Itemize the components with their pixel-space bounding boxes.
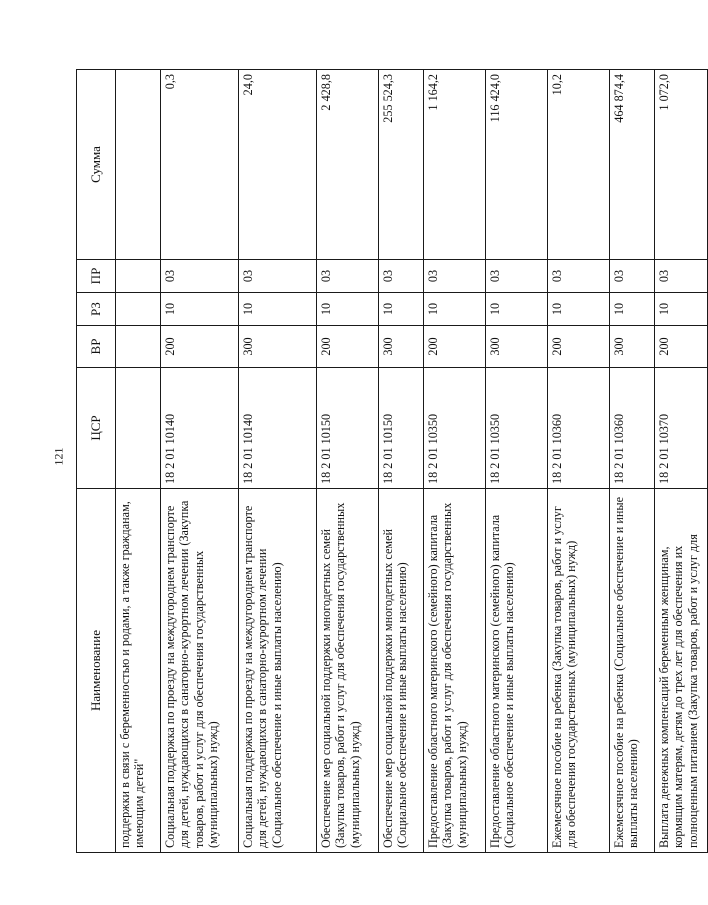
cell-rz: 10 bbox=[317, 293, 379, 326]
page-number-text: 121 bbox=[51, 447, 66, 465]
cell-pr: 03 bbox=[486, 260, 548, 293]
cell-sum: 255 524,3 bbox=[379, 70, 424, 260]
cell-csr: 18 2 01 10360 bbox=[548, 368, 610, 489]
cell-name: Выплата денежных компенсаций беременным женщинам, кормящим матерям, детям до трех лет для обеспечения их полноценным питанием (Закупка товаров, работ и услуг для bbox=[655, 489, 708, 853]
cell-rz: 10 bbox=[548, 293, 610, 326]
cell-rz: 10 bbox=[161, 293, 239, 326]
cell-name: Предоставление областного материнского (семейного) капитала (Закупка товаров, работ и услуг для обеспечения государственных (муниципальных) нужд) bbox=[424, 489, 486, 853]
table-row bbox=[239, 70, 317, 853]
table-row bbox=[610, 70, 655, 853]
cell-sum: 0,3 bbox=[161, 70, 239, 260]
table-row bbox=[548, 70, 610, 853]
budget-table bbox=[76, 69, 708, 853]
header-csr: ЦСР bbox=[77, 368, 116, 489]
header-sum: Сумма bbox=[77, 70, 116, 260]
cell-name: Социальная поддержка по проезду на междугороднем транспорте для детей, нуждающихся в санаторно-курортном лечении (Социальное обеспечение и иные выплаты населению) bbox=[239, 489, 317, 853]
cell-csr: 18 2 01 10150 bbox=[317, 368, 379, 489]
cell-rz: 10 bbox=[239, 293, 317, 326]
cell-sum: 2 428,8 bbox=[317, 70, 379, 260]
cell-sum: 10,2 bbox=[548, 70, 610, 260]
table-header-row bbox=[77, 70, 116, 853]
table-row bbox=[379, 70, 424, 853]
cell-name: Социальная поддержка по проезду на междугороднем транспорте для детей, нуждающихся в санаторно-курортном лечении (Закупка товаров, работ и услуг для обеспечения государственных (муниципальных) нужд) bbox=[161, 489, 239, 853]
cell-vr: 200 bbox=[548, 326, 610, 368]
cell-sum: 1 072,0 bbox=[655, 70, 708, 260]
header-pr: ПР bbox=[77, 260, 116, 293]
header-vr: ВР bbox=[77, 326, 116, 368]
cell-sum: 116 424,0 bbox=[486, 70, 548, 260]
rotated-page-content bbox=[76, 70, 700, 853]
cell-name: Предоставление областного материнского (семейного) капитала (Социальное обеспечение и иные выплаты населению) bbox=[486, 489, 548, 853]
cell-vr: 200 bbox=[161, 326, 239, 368]
table-row bbox=[486, 70, 548, 853]
cell-csr: 18 2 01 10150 bbox=[379, 368, 424, 489]
cell-rz: 10 bbox=[610, 293, 655, 326]
table-row bbox=[424, 70, 486, 853]
cell-pr: 03 bbox=[548, 260, 610, 293]
cell-csr: 18 2 01 10140 bbox=[239, 368, 317, 489]
cell-pr: 03 bbox=[239, 260, 317, 293]
cell-csr bbox=[116, 368, 161, 489]
cell-pr: 03 bbox=[379, 260, 424, 293]
cell-sum: 1 164,2 bbox=[424, 70, 486, 260]
cell-csr: 18 2 01 10370 bbox=[655, 368, 708, 489]
table-row bbox=[655, 70, 708, 853]
cell-pr: 03 bbox=[610, 260, 655, 293]
cell-sum: 464 874,4 bbox=[610, 70, 655, 260]
rotated-table-container bbox=[76, 70, 700, 853]
cell-rz: 10 bbox=[655, 293, 708, 326]
cell-sum bbox=[116, 70, 161, 260]
cell-pr: 03 bbox=[161, 260, 239, 293]
cell-pr: 03 bbox=[424, 260, 486, 293]
cell-rz: 10 bbox=[424, 293, 486, 326]
cell-vr: 300 bbox=[239, 326, 317, 368]
cell-pr bbox=[116, 260, 161, 293]
cell-name: Обеспечение мер социальной поддержки многодетных семей (Социальное обеспечение и иные выплаты населению) bbox=[379, 489, 424, 853]
cell-rz: 10 bbox=[379, 293, 424, 326]
cell-name: Ежемесячное пособие на ребенка (Закупка товаров, работ и услуг для обеспечения государственных (муниципальных) нужд) bbox=[548, 489, 610, 853]
table-row bbox=[116, 70, 161, 853]
header-rz: РЗ bbox=[77, 293, 116, 326]
cell-vr: 200 bbox=[317, 326, 379, 368]
cell-name: Обеспечение мер социальной поддержки многодетных семей (Закупка товаров, работ и услуг для обеспечения государственных (муниципальных) нужд) bbox=[317, 489, 379, 853]
cell-vr: 300 bbox=[379, 326, 424, 368]
cell-name: поддержки в связи с беременностью и родами, а также гражданам, имеющим детей" bbox=[116, 489, 161, 853]
cell-rz: 10 bbox=[486, 293, 548, 326]
cell-vr: 200 bbox=[424, 326, 486, 368]
table-row bbox=[317, 70, 379, 853]
page-number bbox=[49, 444, 69, 468]
cell-vr: 300 bbox=[486, 326, 548, 368]
cell-vr: 300 bbox=[610, 326, 655, 368]
cell-csr: 18 2 01 10360 bbox=[610, 368, 655, 489]
header-name: Наименование bbox=[77, 489, 116, 853]
cell-csr: 18 2 01 10350 bbox=[486, 368, 548, 489]
cell-sum: 24,0 bbox=[239, 70, 317, 260]
cell-csr: 18 2 01 10350 bbox=[424, 368, 486, 489]
cell-vr bbox=[116, 326, 161, 368]
cell-rz bbox=[116, 293, 161, 326]
cell-pr: 03 bbox=[655, 260, 708, 293]
cell-name: Ежемесячное пособие на ребенка (Социальное обеспечение и иные выплаты населению) bbox=[610, 489, 655, 853]
cell-pr: 03 bbox=[317, 260, 379, 293]
cell-vr: 200 bbox=[655, 326, 708, 368]
table-row bbox=[161, 70, 239, 853]
cell-csr: 18 2 01 10140 bbox=[161, 368, 239, 489]
